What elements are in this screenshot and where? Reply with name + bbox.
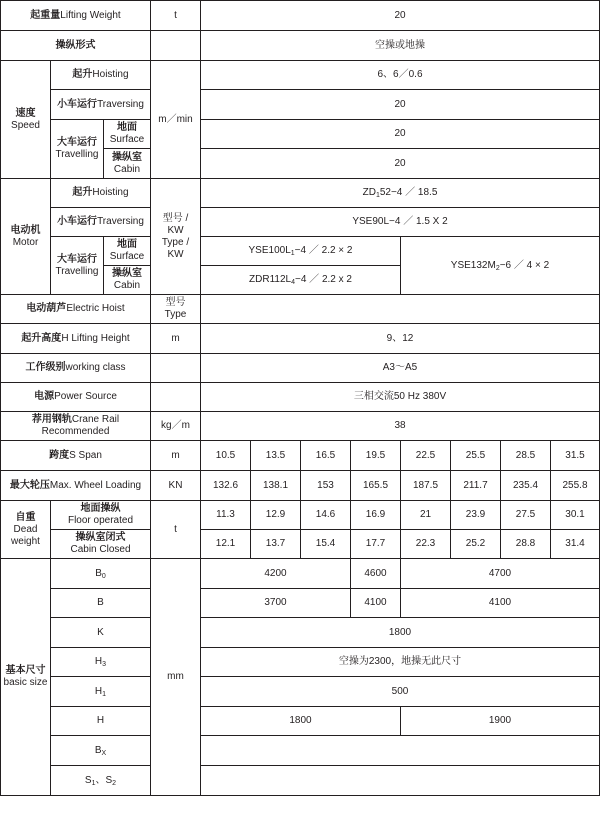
wheel-value: 255.8 — [551, 471, 600, 501]
speed-hoisting-row — [1, 61, 600, 90]
hoist-value — [201, 295, 600, 324]
speed-traversing-row — [1, 90, 600, 120]
size-s-value — [201, 766, 600, 796]
wheel-value: 187.5 — [401, 471, 451, 501]
size-k-value: 1800 — [201, 618, 600, 648]
operation-row — [1, 31, 600, 61]
lifting-weight-row — [1, 1, 600, 31]
rail-label: 荐用钢轨Crane Rail Recommended — [1, 412, 151, 441]
dead-weight-cabin-row — [1, 530, 600, 559]
motor-surface-label: 地面 Surface — [104, 237, 151, 266]
speed-label: 速度 Speed — [1, 61, 51, 179]
hoist-label: 电动葫芦Electric Hoist — [1, 295, 151, 324]
span-value: 16.5 — [301, 441, 351, 471]
rail-unit: kg／m — [151, 412, 201, 441]
working-class-value: A3～A5 — [201, 354, 600, 383]
wheel-row — [1, 471, 600, 501]
motor-surface-row — [1, 237, 600, 266]
span-unit: m — [151, 441, 201, 471]
dead-weight-cabin-value: 13.7 — [251, 530, 301, 559]
lifting-weight-unit: t — [151, 1, 201, 31]
size-b0-row — [1, 559, 600, 589]
dead-weight-floor-value: 14.6 — [301, 501, 351, 530]
size-b0-label: $B_0$ — [51, 559, 151, 589]
motor-cabin-label: 操纵室 Cabin — [104, 266, 151, 295]
dead-weight-label: 自重 Dead weight — [1, 501, 51, 559]
dead-weight-floor-value: 12.9 — [251, 501, 301, 530]
size-bx-label: $B_X$ — [51, 736, 151, 766]
size-h3-value: 空操为2300，地操无此尺寸 — [201, 648, 600, 677]
hoist-row — [1, 295, 600, 324]
dead-weight-cabin-label: 操纵室闭式 Cabin Closed — [51, 530, 151, 559]
span-value: 22.5 — [401, 441, 451, 471]
lifting-height-value: 9、12 — [201, 324, 600, 354]
working-class-row — [1, 354, 600, 383]
motor-hoisting-row — [1, 179, 600, 208]
lifting-weight-value: 20 — [201, 1, 600, 31]
dead-weight-cabin-value: 28.8 — [501, 530, 551, 559]
dead-weight-floor-value: 23.9 — [451, 501, 501, 530]
size-h-label: H — [51, 707, 151, 736]
working-class-label: 工作级别working class — [1, 354, 151, 383]
size-k-row — [1, 618, 600, 648]
dead-weight-cabin-value: 17.7 — [351, 530, 401, 559]
operation-label: 操纵形式 — [1, 31, 151, 61]
span-value: 25.5 — [451, 441, 501, 471]
motor-travel-right-value: $YSE132M_2-6$ ／ 4 × 2 — [401, 237, 600, 295]
size-h3-label: $H_3$ — [51, 648, 151, 677]
wheel-value: 211.7 — [451, 471, 501, 501]
size-b-row — [1, 589, 600, 618]
operation-unit — [151, 31, 201, 61]
size-k-label: K — [51, 618, 151, 648]
motor-cabin-value: $ZDR112L_4-4$ ／ 2.2 x 2 — [201, 266, 401, 295]
working-class-unit — [151, 354, 201, 383]
wheel-label: 最大轮压Max. Wheel Loading — [1, 471, 151, 501]
size-bx-row — [1, 736, 600, 766]
motor-unit: 型号 / KW Type / KW — [151, 179, 201, 295]
size-b-value: 4100 — [351, 589, 401, 618]
size-label: 基本尺寸 basic size — [1, 559, 51, 796]
wheel-value: 153 — [301, 471, 351, 501]
dead-weight-cabin-value: 25.2 — [451, 530, 501, 559]
dead-weight-floor-value: 27.5 — [501, 501, 551, 530]
power-row — [1, 383, 600, 412]
dead-weight-floor-value: 11.3 — [201, 501, 251, 530]
dead-weight-floor-value: 30.1 — [551, 501, 600, 530]
speed-hoisting-value: 6、6／0.6 — [201, 61, 600, 90]
dead-weight-floor-value: 21 — [401, 501, 451, 530]
span-row — [1, 441, 600, 471]
size-h3-row — [1, 648, 600, 677]
lifting-height-unit: m — [151, 324, 201, 354]
dead-weight-floor-value: 16.9 — [351, 501, 401, 530]
size-b-value: 3700 — [201, 589, 351, 618]
speed-hoisting-label: 起升Hoisting — [51, 61, 151, 90]
motor-travelling-label: 大车运行 Travelling — [51, 237, 104, 295]
motor-label: 电动机 Motor — [1, 179, 51, 295]
power-label: 电源Power Source — [1, 383, 151, 412]
dead-weight-floor-label: 地面操纵 Floor operated — [51, 501, 151, 530]
power-unit — [151, 383, 201, 412]
wheel-unit: KN — [151, 471, 201, 501]
dead-weight-cabin-value: 31.4 — [551, 530, 600, 559]
motor-traversing-row — [1, 208, 600, 237]
span-value: 28.5 — [501, 441, 551, 471]
operation-value: 空操或地操 — [201, 31, 600, 61]
dead-weight-cabin-value: 15.4 — [301, 530, 351, 559]
dead-weight-cabin-value: 22.3 — [401, 530, 451, 559]
motor-hoisting-label: 起升Hoisting — [51, 179, 151, 208]
size-b-value: 4100 — [401, 589, 600, 618]
motor-surface-value: $YSE100L_1-4$ ／ 2.2 × 2 — [201, 237, 401, 266]
wheel-value: 235.4 — [501, 471, 551, 501]
dead-weight-floor-row — [1, 501, 600, 530]
lifting-height-label: 起升高度H Lifting Height — [1, 324, 151, 354]
span-value: 10.5 — [201, 441, 251, 471]
size-h1-value: 500 — [201, 677, 600, 707]
wheel-value: 165.5 — [351, 471, 401, 501]
speed-travelling-label: 大车运行 Travelling — [51, 120, 104, 179]
lifting-weight-label: 起重量Lifting Weight — [1, 1, 151, 31]
hoist-unit: 型号 Type — [151, 295, 201, 324]
rail-value: 38 — [201, 412, 600, 441]
size-b-label: B — [51, 589, 151, 618]
motor-traversing-value: YSE90L−4 ／ 1.5 X 2 — [201, 208, 600, 237]
size-h-value: 1800 — [201, 707, 401, 736]
power-value: 三相交流50 Hz 380V — [201, 383, 600, 412]
speed-surface-value: 20 — [201, 120, 600, 149]
speed-cabin-value: 20 — [201, 149, 600, 179]
size-h1-row — [1, 677, 600, 707]
speed-surface-row — [1, 120, 600, 149]
span-value: 31.5 — [551, 441, 600, 471]
size-bx-value — [201, 736, 600, 766]
rail-row — [1, 412, 600, 441]
speed-unit: m／min — [151, 61, 201, 179]
span-value: 19.5 — [351, 441, 401, 471]
wheel-value: 132.6 — [201, 471, 251, 501]
span-label: 跨度S Span — [1, 441, 151, 471]
size-unit: mm — [151, 559, 201, 796]
size-b0-value: 4700 — [401, 559, 600, 589]
size-h1-label: $H_1$ — [51, 677, 151, 707]
motor-hoisting-value: $ZD_152-4$ ／ 18.5 — [201, 179, 600, 208]
size-h-value: 1900 — [401, 707, 600, 736]
size-b0-value: 4200 — [201, 559, 351, 589]
speed-traversing-label: 小车运行Traversing — [51, 90, 151, 120]
lifting-height-row — [1, 324, 600, 354]
wheel-value: 138.1 — [251, 471, 301, 501]
speed-cabin-label: 操纵室 Cabin — [104, 149, 151, 179]
dead-weight-unit: t — [151, 501, 201, 559]
dead-weight-cabin-value: 12.1 — [201, 530, 251, 559]
size-s-label: $S_1$、$S_2$ — [51, 766, 151, 796]
size-s-row — [1, 766, 600, 796]
size-b0-value: 4600 — [351, 559, 401, 589]
motor-traversing-label: 小车运行Traversing — [51, 208, 151, 237]
speed-traversing-value: 20 — [201, 90, 600, 120]
speed-surface-label: 地面 Surface — [104, 120, 151, 149]
span-value: 13.5 — [251, 441, 301, 471]
size-h-row — [1, 707, 600, 736]
